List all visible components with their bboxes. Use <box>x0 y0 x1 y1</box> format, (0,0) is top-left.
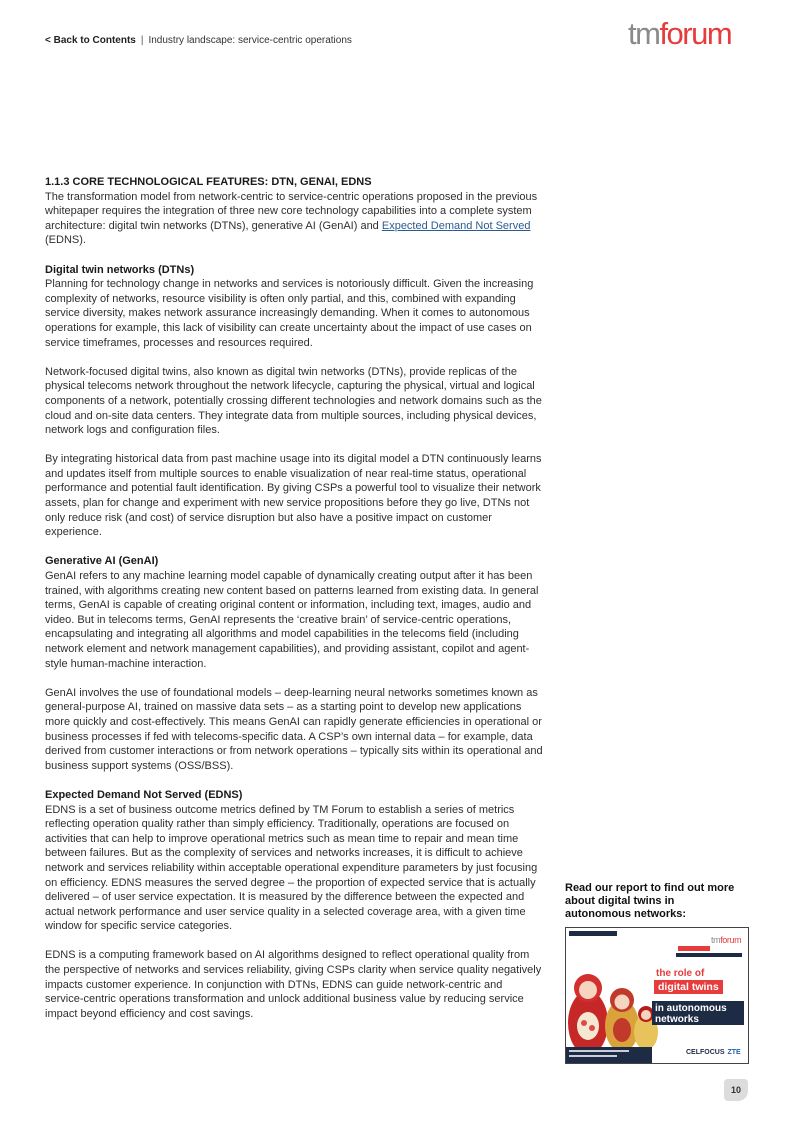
intro-paragraph <box>45 190 543 248</box>
edns-link[interactable]: Expected Demand Not Served <box>381 219 531 232</box>
intro-text-end: (EDNS). <box>45 234 86 247</box>
sponsor-zte: ZTE <box>727 1049 741 1056</box>
cover-top-strip <box>569 931 617 936</box>
cover-bottom-line <box>569 1050 629 1052</box>
back-to-contents-link[interactable]: < Back to Contents <box>45 35 136 46</box>
cover-sponsors <box>686 1049 741 1056</box>
cover-red-bar <box>678 946 710 951</box>
breadcrumb <box>45 35 352 46</box>
cover-title-line-3: in autonomous networks <box>652 1001 744 1025</box>
sponsor-celfocus: CELFOCUS <box>686 1049 725 1056</box>
genai-paragraph-2: GenAI involves the use of foundational models – deep-learning neural networks sometimes known as general-purpose AI, trained on massive data sets – as a starting point to develop new applications more quickly and cost-effectively. This means GenAI can rapidly generate efficiencies in operational or business processes if fed with telecoms-specific data. A CSP’s own internal data – for example, data derived from customer interactions or from network operations – typically sits within its operational and business support systems (OSS/BSS). <box>45 686 543 772</box>
article-body <box>45 175 543 1036</box>
genai-paragraph-1: GenAI refers to any machine learning model capable of dynamically creating output after it has been trained, with algorithms creating new content based on patterns learned from existing data. In general terms, GenAI is capable of creating original content or information, including text, images, audio and video. But in telecoms terms, GenAI represents the ‘creative brain’ of service-centric operations, encapsulating and integrating all algorithms and model capabilities in the telecoms field (including network element and network management capabilities), and providing assistant, copilot and agent-style human-machine interaction. <box>45 570 539 670</box>
logo-tm: tm <box>628 16 660 51</box>
cover-logo <box>711 935 741 945</box>
cover-title-line-2: digital twins <box>654 980 723 994</box>
intro-text: The transformation model from network-centric to service-centric operations proposed in the previous whitepaper requires the integration of three new core technology capabilities into a complete system architecture: digital twin networks (DTNs), generative AI (GenAI) and <box>45 190 538 232</box>
genai-heading: Generative AI (GenAI) <box>45 555 159 568</box>
dtn-paragraph-2: Network-focused digital twins, also known as digital twin networks (DTNs), provide replicas of the physical telecoms network throughout the network lifecycle, capturing the physical, virtual and logical components of a network, potentially crossing different technologies and network domains such as the cloud and on-site data centers. They integrate data from multiple sources, including physical devices, network logs and configuration files. <box>45 365 542 437</box>
section-heading: 1.1.3 CORE TECHNOLOGICAL FEATURES: DTN, GENAI, EDNS <box>45 176 372 188</box>
dtn-heading: Digital twin networks (DTNs) <box>45 263 195 276</box>
cover-logo-tm: tm <box>711 935 721 945</box>
cover-logo-forum: forum <box>720 935 742 945</box>
edns-paragraph-1: EDNS is a set of business outcome metrics defined by TM Forum to establish a series of metrics reflecting operation quality rather than simply efficiency. Traditionally, operations are focused on activities that can help to improve operational metrics such as mean time to repair and mean time between failures. But as the complexity of services and networks increases, it is difficult to achieve network and services reliability within acceptable operational expenditure parameters by just focusing on efficiency. EDNS measures the served degree – the proportion of expected service that is actually delivered – of user service expectation. It is measured by the difference between the expected and actual network performance and user service quality in a selected coverage area, with a given time window for specific service categories. <box>45 803 538 933</box>
report-cover-thumbnail[interactable] <box>565 927 749 1064</box>
edns-heading: Expected Demand Not Served (EDNS) <box>45 788 243 801</box>
dtn-paragraph-3: By integrating historical data from past machine usage into its digital model a DTN continuously learns and updates itself from multiple sources to enable visualization of near real-time status, operational performance and potential fault identification. By giving CSPs a powerful tool to visualize their network assets, plan for change and experiment with new service propositions before they go live, DTNs not only reduce risk (and cost) of service disruption but also have a positive impact on customer experience. <box>45 453 542 539</box>
report-promo-title: Read our report to find out more about digital twins in autonomous networks: <box>565 882 735 920</box>
edns-paragraph-2: EDNS is a computing framework based on AI algorithms designed to reflect operational quality from the perspective of networks and services reliability, giving CSPs clarity when service quality negatively impacts customer experience. In conjunction with DTNs, EDNS can guide network-centric and service-centric operations transformation and unlock additional business value by reducing service impact beyond efficiency and cost savings. <box>45 949 542 1020</box>
logo-forum: forum <box>659 16 732 51</box>
breadcrumb-separator: | <box>140 35 144 46</box>
cover-title-line-1: the role of <box>656 968 705 979</box>
matryoshka-dolls-illustration <box>566 928 749 1064</box>
breadcrumb-section: Industry landscape: service-centric operations <box>148 35 352 46</box>
page-number: 10 <box>724 1079 748 1101</box>
tm-forum-logo <box>628 18 731 50</box>
dtn-paragraph-1: Planning for technology change in networks and services is notoriously difficult. Given the increasing complexity of networks, resource visibility is often only partial, and this, combined with expanding service diversity, makes network assurance increasingly demanding. When it comes to autonomous operations for example, this lack of visibility can create uncertainty about the impact of use cases on service timeframes, processes and resources required. <box>45 278 534 349</box>
cover-navy-bar <box>676 953 742 957</box>
cover-bottom-line <box>569 1055 617 1057</box>
